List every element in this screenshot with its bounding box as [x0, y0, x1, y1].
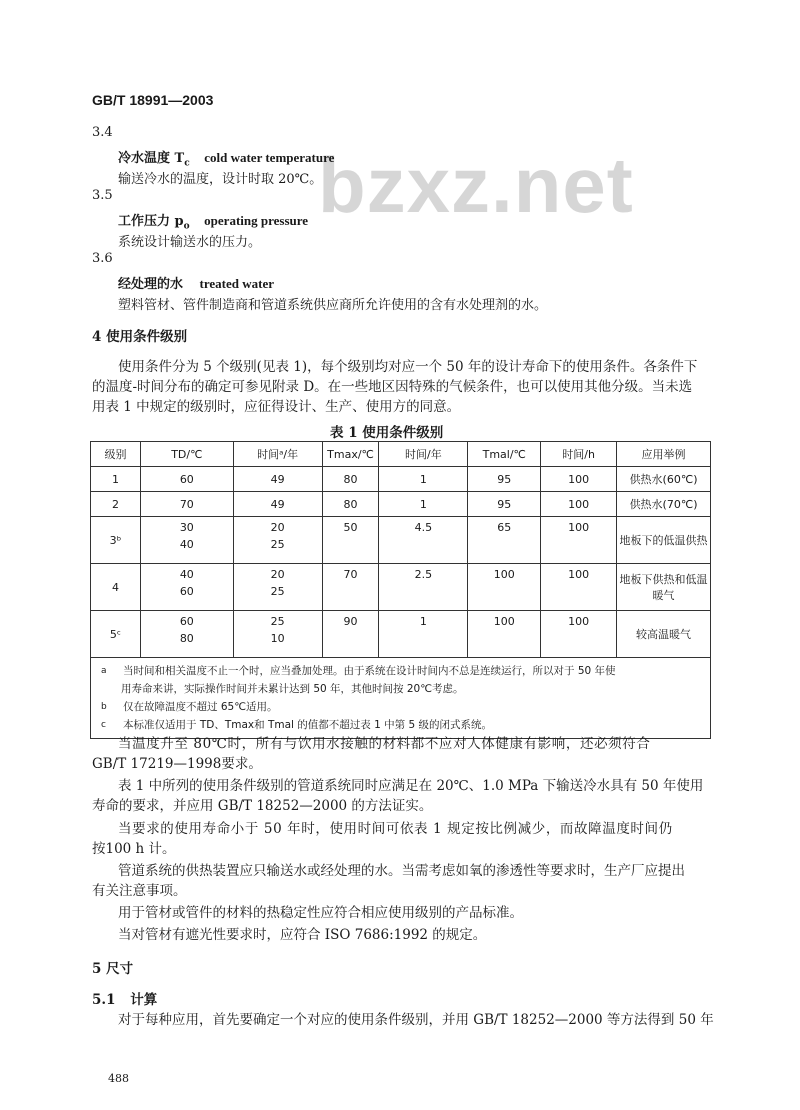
- application-cell: 地板下供热和低温暖气: [617, 564, 711, 611]
- td-time-value: 20: [270, 568, 285, 581]
- note-text: 本标准仅适用于 TD、Tmax和 Tmal 的值都不超过表 1 中第 5 级的闭式系统。: [123, 719, 493, 731]
- paragraph-line: 管道系统的供热装置应只输送水或经处理的水。当需考虑如氧的渗透性等要求时，生产厂应提出: [118, 863, 685, 879]
- column-header: 时间/h: [541, 442, 617, 467]
- note-text: 当时间和相关温度不止一个时，应当叠加处理。由于系统在设计时间内不总是连续运行，所以对于 50 年使: [123, 665, 616, 677]
- tmal-value: 100: [493, 615, 515, 628]
- table-row: [91, 564, 711, 611]
- tmax-time-cell: 1: [379, 492, 468, 517]
- paragraph-line: 用于管材或管件的材料的热稳定性应符合相应使用级别的产品标准。: [118, 905, 523, 921]
- paragraph-line: 当对管材有遮光性要求时，应符合 ISO 7686:1992 的规定。: [118, 927, 487, 943]
- term-subscript: o: [183, 221, 190, 232]
- note-mark: b: [101, 702, 107, 712]
- section-number: 3.5: [92, 188, 113, 203]
- table-title: 表 1 使用条件级别: [330, 425, 444, 441]
- tmax-cell: 80: [322, 492, 379, 517]
- paragraph-line: 对于每种应用，首先要确定一个对应的使用条件级别，并用 GB/T 18252—2000 等方法得到 50 年: [118, 1012, 714, 1028]
- term-en: treated water: [199, 276, 275, 291]
- paragraph-line: 按100 h 计。: [92, 841, 176, 857]
- td-time-cell: [233, 517, 322, 564]
- application-cell: 供热水(60℃): [617, 467, 711, 492]
- table-row: [91, 517, 711, 564]
- column-header: Tmal/℃: [468, 442, 541, 467]
- table-notes-row: [91, 658, 711, 739]
- tmax-value: 70: [343, 568, 358, 581]
- td-time-cell: 49: [233, 492, 322, 517]
- paragraph-line: 当温度升至 80℃时，所有与饮用水接触的材料都不应对人体健康有影响，还必须符合: [118, 736, 651, 752]
- td-time-value: 25: [270, 615, 285, 628]
- watermark: bzxz.net: [318, 141, 634, 229]
- paragraph-line: 有关注意事项。: [92, 883, 187, 899]
- tmax-time-value: 4.5: [414, 521, 433, 534]
- tmal-time-cell: 100: [541, 467, 617, 492]
- term-operating-pressure: [118, 210, 308, 232]
- clause-heading: 4 使用条件级别: [92, 329, 188, 345]
- application-cell: 供热水(70℃): [617, 492, 711, 517]
- tmal-cell: [468, 564, 541, 611]
- td-cell: [140, 611, 233, 658]
- subclause-title: 计算: [130, 992, 158, 1008]
- table-note: [99, 716, 702, 734]
- table-notes: [91, 658, 711, 739]
- column-header: 级别: [91, 442, 141, 467]
- table-row: [91, 611, 711, 658]
- tmal-value: 65: [497, 521, 512, 534]
- standard-code: GB/T 18991—2003: [92, 92, 214, 108]
- table-note: [99, 698, 702, 716]
- paragraph-line: GB/T 17219—1998要求。: [92, 756, 262, 772]
- grade-cell: 1: [91, 467, 141, 492]
- term-treated-water: [118, 273, 274, 292]
- term-zh: 工作压力 p: [118, 214, 184, 229]
- column-header: Tmax/℃: [322, 442, 379, 467]
- subclause-number: 5.1: [92, 992, 116, 1008]
- grade-table: [90, 441, 711, 739]
- tmal-time-value: 100: [568, 615, 590, 628]
- note-text: 用寿命来讲，实际操作时间并未累计达到 50 年，其他时间按 20℃考虑。: [121, 683, 464, 695]
- table-row: [91, 492, 711, 517]
- tmax-time-cell: 1: [379, 467, 468, 492]
- td-value: 80: [179, 632, 194, 645]
- term-definition: 输送冷水的温度，设计时取 20℃。: [118, 172, 323, 187]
- term-en: cold water temperature: [204, 150, 335, 165]
- paragraph-line: 寿命的要求，并应用 GB/T 18252—2000 的方法证实。: [92, 798, 433, 814]
- column-header: 时间ᵃ/年: [233, 442, 322, 467]
- tmal-time-value: 100: [568, 568, 590, 581]
- tmax-time-cell: [379, 517, 468, 564]
- paragraph-line: 当要求的使用寿命小于 50 年时，使用时间可依表 1 规定按比例减少，而故障温度时间仍: [118, 821, 673, 837]
- table-header-row: [91, 442, 711, 467]
- td-value: 60: [179, 585, 194, 598]
- term-zh: 冷水温度 T: [118, 151, 185, 166]
- tmal-time-cell: 100: [541, 492, 617, 517]
- section-number: 3.6: [92, 251, 113, 266]
- td-time-cell: [233, 564, 322, 611]
- tmax-cell: [322, 611, 379, 658]
- td-cell: 70: [140, 492, 233, 517]
- paragraph-line: 的温度-时间分布的确定可参见附录 D。在一些地区因特殊的气候条件，也可以使用其他分级。当未选: [92, 379, 693, 395]
- td-cell: [140, 564, 233, 611]
- paragraph-line: 表 1 中所列的使用条件级别的管道系统同时应满足在 20℃、1.0 MPa 下输送冷水具有 50 年使用: [118, 778, 704, 794]
- table-note: [99, 662, 702, 680]
- clause-heading: 5 尺寸: [92, 961, 134, 977]
- subclause: [92, 988, 157, 1008]
- term-zh: 经处理的水: [118, 277, 184, 292]
- tmax-time-value: 1: [419, 615, 427, 628]
- tmal-time-value: 100: [568, 521, 590, 534]
- column-header: 应用举例: [617, 442, 711, 467]
- tmal-time-cell: [541, 564, 617, 611]
- td-time-value: 20: [270, 521, 285, 534]
- td-value: 60: [179, 615, 194, 628]
- tmal-time-cell: [541, 611, 617, 658]
- note-mark: c: [101, 720, 106, 730]
- term-definition: 系统设计输送水的压力。: [118, 235, 262, 250]
- note-mark: a: [101, 666, 107, 676]
- td-time-value: 25: [270, 585, 285, 598]
- td-cell: 60: [140, 467, 233, 492]
- paragraph-line: 用表 1 中规定的级别时，应征得设计、生产、使用方的同意。: [92, 399, 461, 415]
- td-time-value: 10: [270, 632, 285, 645]
- tmax-time-cell: [379, 611, 468, 658]
- grade-cell: 4: [91, 564, 141, 611]
- tmax-cell: 80: [322, 467, 379, 492]
- td-cell: [140, 517, 233, 564]
- note-text: 仅在故障温度不超过 65℃适用。: [123, 701, 278, 713]
- td-time-value: 25: [270, 538, 285, 551]
- tmax-value: 90: [343, 615, 358, 628]
- tmax-cell: [322, 564, 379, 611]
- td-time-cell: [233, 611, 322, 658]
- tmax-value: 50: [343, 521, 358, 534]
- application-cell: 较高温暖气: [617, 611, 711, 658]
- grade-cell: 2: [91, 492, 141, 517]
- tmax-time-value: 2.5: [414, 568, 433, 581]
- tmax-time-cell: [379, 564, 468, 611]
- section-number: 3.4: [92, 125, 113, 140]
- column-header: 时间/年: [379, 442, 468, 467]
- td-value: 40: [179, 568, 194, 581]
- tmal-time-cell: [541, 517, 617, 564]
- tmal-cell: 95: [468, 492, 541, 517]
- tmal-cell: [468, 611, 541, 658]
- tmax-cell: [322, 517, 379, 564]
- term-en: operating pressure: [204, 213, 309, 228]
- td-value: 40: [179, 538, 194, 551]
- grade-cell: 5ᶜ: [91, 611, 141, 658]
- term-subscript: c: [184, 158, 190, 169]
- td-time-cell: 49: [233, 467, 322, 492]
- tmal-value: 100: [493, 568, 515, 581]
- tmal-cell: [468, 517, 541, 564]
- grade-cell: 3ᵇ: [91, 517, 141, 564]
- column-header: TD/℃: [140, 442, 233, 467]
- application-cell: 地板下的低温供热: [617, 517, 711, 564]
- term-definition: 塑料管材、管件制造商和管道系统供应商所允许使用的含有水处理剂的水。: [118, 298, 548, 313]
- term-cold-water-temperature: [118, 147, 334, 169]
- page-number: 488: [108, 1072, 129, 1085]
- paragraph-line: 使用条件分为 5 个级别(见表 1)，每个级别均对应一个 50 年的设计寿命下的使用条件。各条件下: [118, 359, 698, 375]
- td-value: 30: [179, 521, 194, 534]
- tmal-cell: 95: [468, 467, 541, 492]
- table-row: [91, 467, 711, 492]
